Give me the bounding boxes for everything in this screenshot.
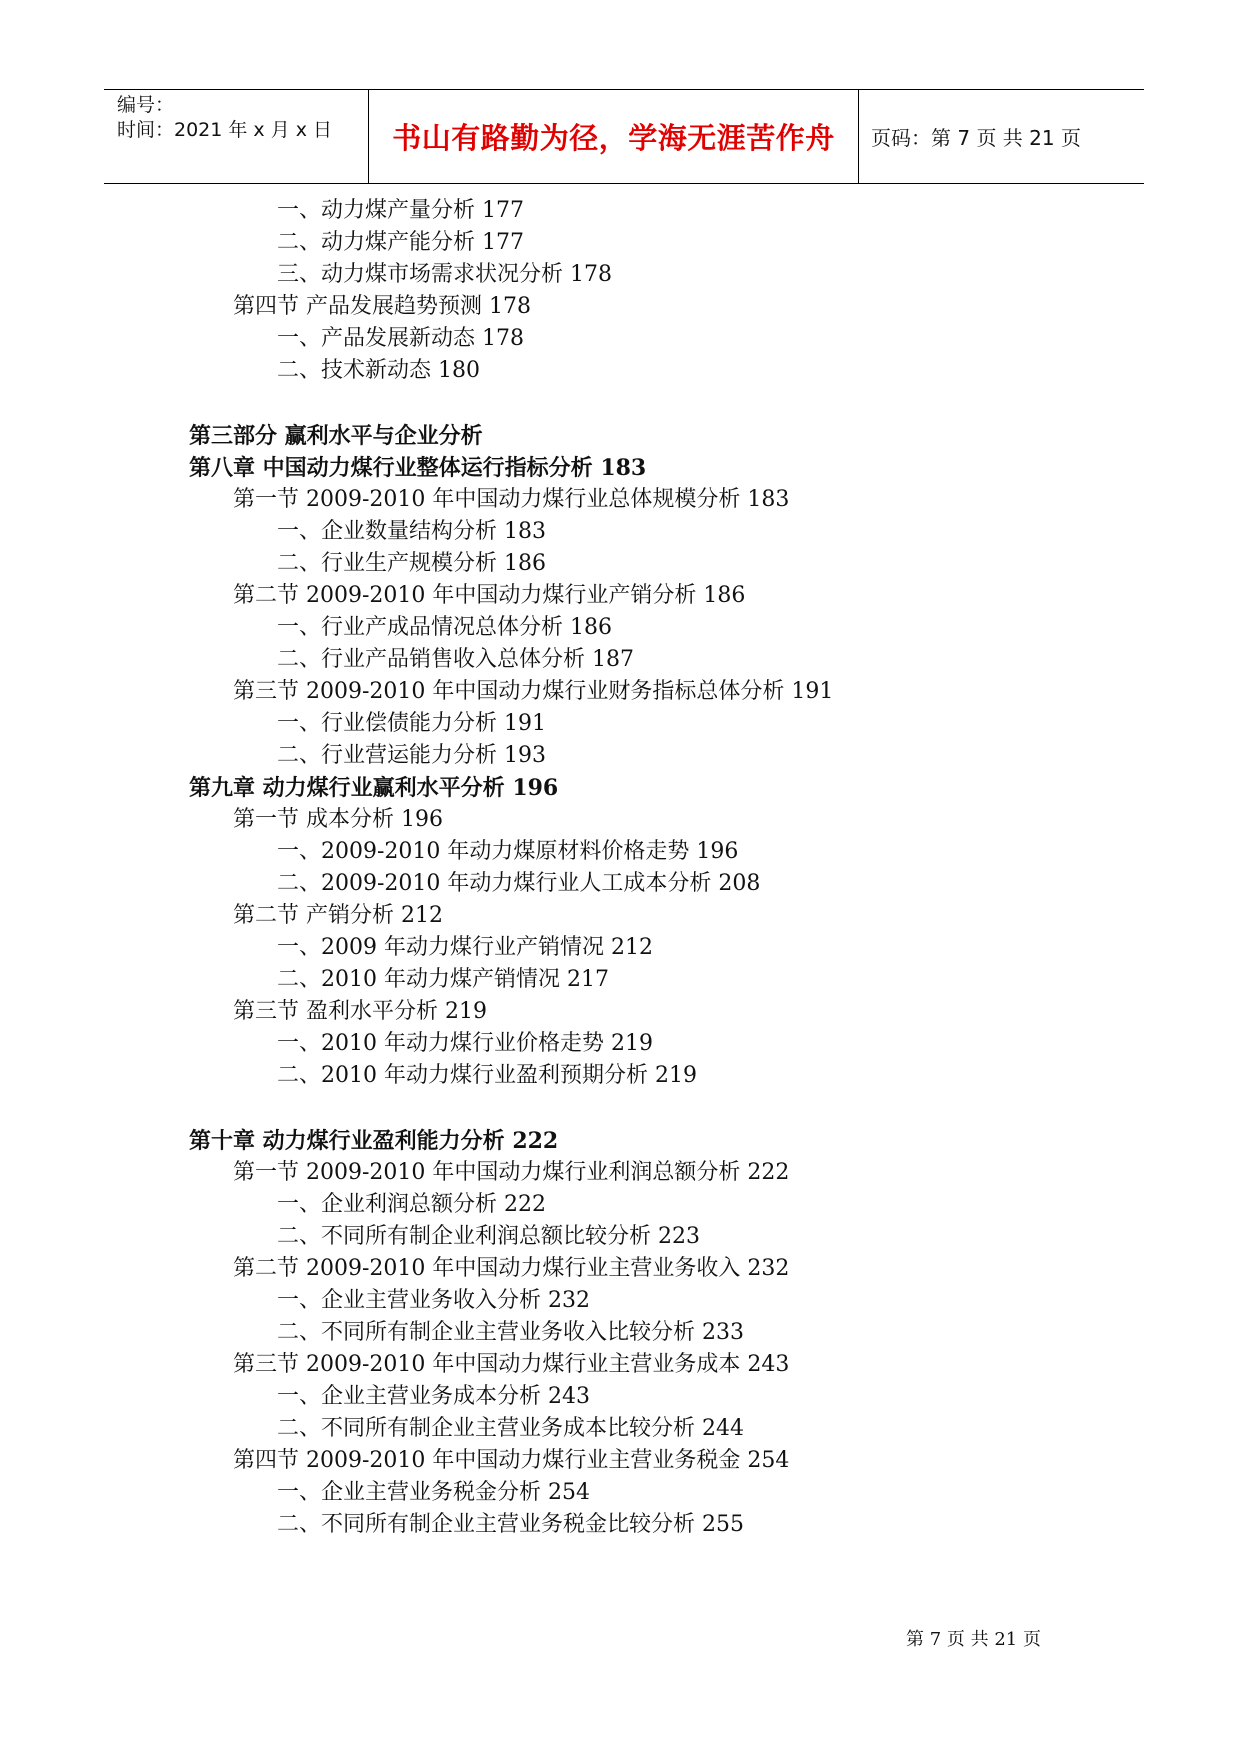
toc-subsection: 一、企业主营业务税金分析 254 [277, 1480, 590, 1505]
header-meta [104, 90, 369, 183]
toc-subsection: 一、2009 年动力煤行业产销情况 212 [277, 935, 653, 960]
toc-subsection: 二、2010 年动力煤行业盈利预期分析 219 [277, 1063, 697, 1088]
toc-subsection: 二、不同所有制企业利润总额比较分析 223 [277, 1224, 700, 1249]
toc-section: 第二节 产销分析 212 [233, 903, 443, 928]
toc-subsection: 一、2009-2010 年动力煤原材料价格走势 196 [277, 839, 739, 864]
toc-subsection: 二、行业营运能力分析 193 [277, 743, 546, 768]
toc-subsection: 一、企业利润总额分析 222 [277, 1192, 546, 1217]
toc-subsection: 一、行业产成品情况总体分析 186 [277, 615, 612, 640]
toc-section: 第三节 2009-2010 年中国动力煤行业主营业务成本 243 [233, 1352, 790, 1377]
page-footer: 第 7 页 共 21 页 [906, 1629, 1041, 1650]
toc-chapter: 第三部分 赢利水平与企业分析 [189, 423, 483, 449]
toc-chapter: 第十章 动力煤行业盈利能力分析 222 [189, 1128, 559, 1154]
toc-subsection: 二、2009-2010 年动力煤行业人工成本分析 208 [277, 871, 761, 896]
toc-subsection: 二、技术新动态 180 [277, 358, 480, 383]
toc-subsection: 二、行业生产规模分析 186 [277, 551, 546, 576]
page-header [104, 89, 1144, 184]
toc-subsection: 一、行业偿债能力分析 191 [277, 711, 546, 736]
toc-subsection: 一、企业主营业务收入分析 232 [277, 1288, 590, 1313]
header-page-info: 页码：第 7 页 共 21 页 [871, 126, 1081, 150]
toc-subsection: 一、企业数量结构分析 183 [277, 519, 546, 544]
toc-subsection: 三、动力煤市场需求状况分析 178 [277, 262, 612, 287]
document-time-label: 时间：2021 年 x 月 x 日 [117, 119, 333, 141]
document-number-label: 编号： [117, 94, 175, 116]
toc-subsection: 二、动力煤产能分析 177 [277, 230, 524, 255]
toc-chapter: 第八章 中国动力煤行业整体运行指标分析 183 [189, 455, 647, 481]
toc-subsection: 一、产品发展新动态 178 [277, 326, 524, 351]
toc-subsection: 二、2010 年动力煤产销情况 217 [277, 967, 609, 992]
toc-subsection: 一、动力煤产量分析 177 [277, 198, 524, 223]
toc-section: 第一节 2009-2010 年中国动力煤行业利润总额分析 222 [233, 1160, 790, 1185]
toc-section: 第二节 2009-2010 年中国动力煤行业主营业务收入 232 [233, 1256, 790, 1281]
toc-section: 第二节 2009-2010 年中国动力煤行业产销分析 186 [233, 583, 746, 608]
toc-section: 第四节 产品发展趋势预测 178 [233, 294, 531, 319]
toc-subsection: 二、行业产品销售收入总体分析 187 [277, 647, 634, 672]
toc-subsection: 一、2010 年动力煤行业价格走势 219 [277, 1031, 653, 1056]
toc-section: 第四节 2009-2010 年中国动力煤行业主营业务税金 254 [233, 1448, 790, 1473]
toc-subsection: 二、不同所有制企业主营业务收入比较分析 233 [277, 1320, 744, 1345]
toc-section: 第三节 盈利水平分析 219 [233, 999, 487, 1024]
header-motto: 书山有路勤为径，学海无涯苦作舟 [369, 90, 859, 183]
toc-subsection: 二、不同所有制企业主营业务成本比较分析 244 [277, 1416, 744, 1441]
toc-section: 第三节 2009-2010 年中国动力煤行业财务指标总体分析 191 [233, 679, 834, 704]
toc-subsection: 二、不同所有制企业主营业务税金比较分析 255 [277, 1512, 744, 1537]
toc-chapter: 第九章 动力煤行业赢利水平分析 196 [189, 775, 559, 801]
toc-subsection: 一、企业主营业务成本分析 243 [277, 1384, 590, 1409]
toc-section: 第一节 成本分析 196 [233, 807, 443, 832]
toc-section: 第一节 2009-2010 年中国动力煤行业总体规模分析 183 [233, 487, 790, 512]
